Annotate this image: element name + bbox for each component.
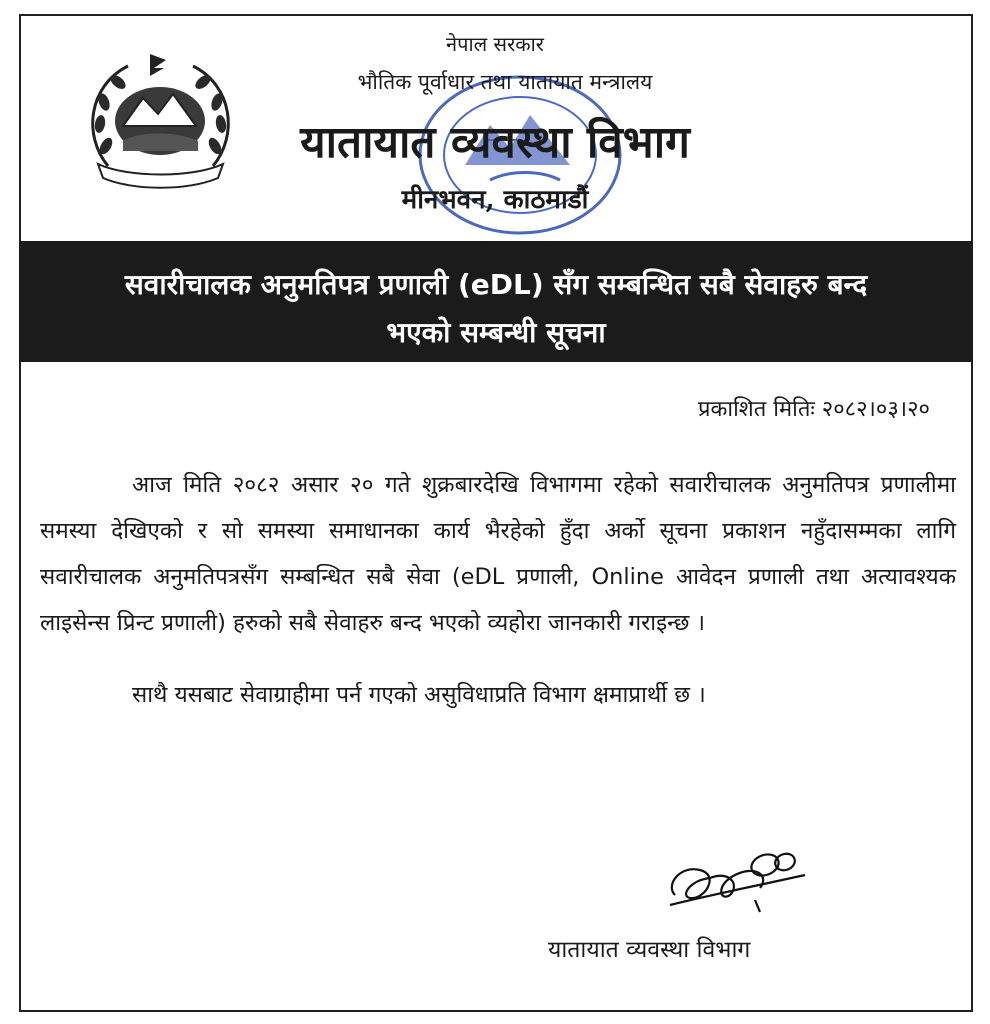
signatory-department: यातायात व्यवस्था विभाग: [548, 937, 751, 963]
notice-body: [40, 462, 956, 718]
handwritten-signature: [660, 840, 810, 920]
notice-title-banner: [19, 241, 973, 362]
notice-paragraph-1: आज मिति २०८२ असार २० गते शुक्रबारदेखि विभागमा रहेको सवारीचालक अनुमतिपत्र प्रणालीमा समस्या देखिएको र सो समस्या समाधानका कार्य भैरहेको हुँदा अर्को सूचना प्रकाशन नहुँदासम्मका लागि सवारीचालक अनुमतिपत्रसँग सम्बन्धित सबै सेवा (eDL प्रणाली, Online आवेदन प्रणाली तथा अत्यावश्यक लाइसेन्स प्रिन्ट प्रणाली) हरुको सबै सेवाहरु बन्द भएको व्यहोरा जानकारी गराइन्छ ।: [40, 472, 956, 636]
notice-title-line2: भएको सम्बन्धी सूचना: [386, 316, 606, 349]
government-name: नेपाल सरकार: [446, 32, 544, 56]
published-date: प्रकाशित मितिः २०८२।०३।२०: [697, 397, 930, 422]
department-name: यातायात व्यवस्था विभाग: [300, 117, 690, 168]
department-address: मीनभवन, काठमाडौं: [401, 185, 589, 215]
notice-paragraph-2: साथै यसबाट सेवाग्राहीमा पर्न गएको असुविधाप्रति विभाग क्षमाप्रार्थी छ ।: [132, 682, 706, 708]
ministry-name: भौतिक पूर्वाधार तथा यातायात मन्त्रालय: [357, 70, 653, 94]
notice-title-line1: सवारीचालक अनुमतिपत्र प्रणाली (eDL) सँग सम्बन्धित सबै सेवाहरु बन्द: [124, 268, 868, 301]
